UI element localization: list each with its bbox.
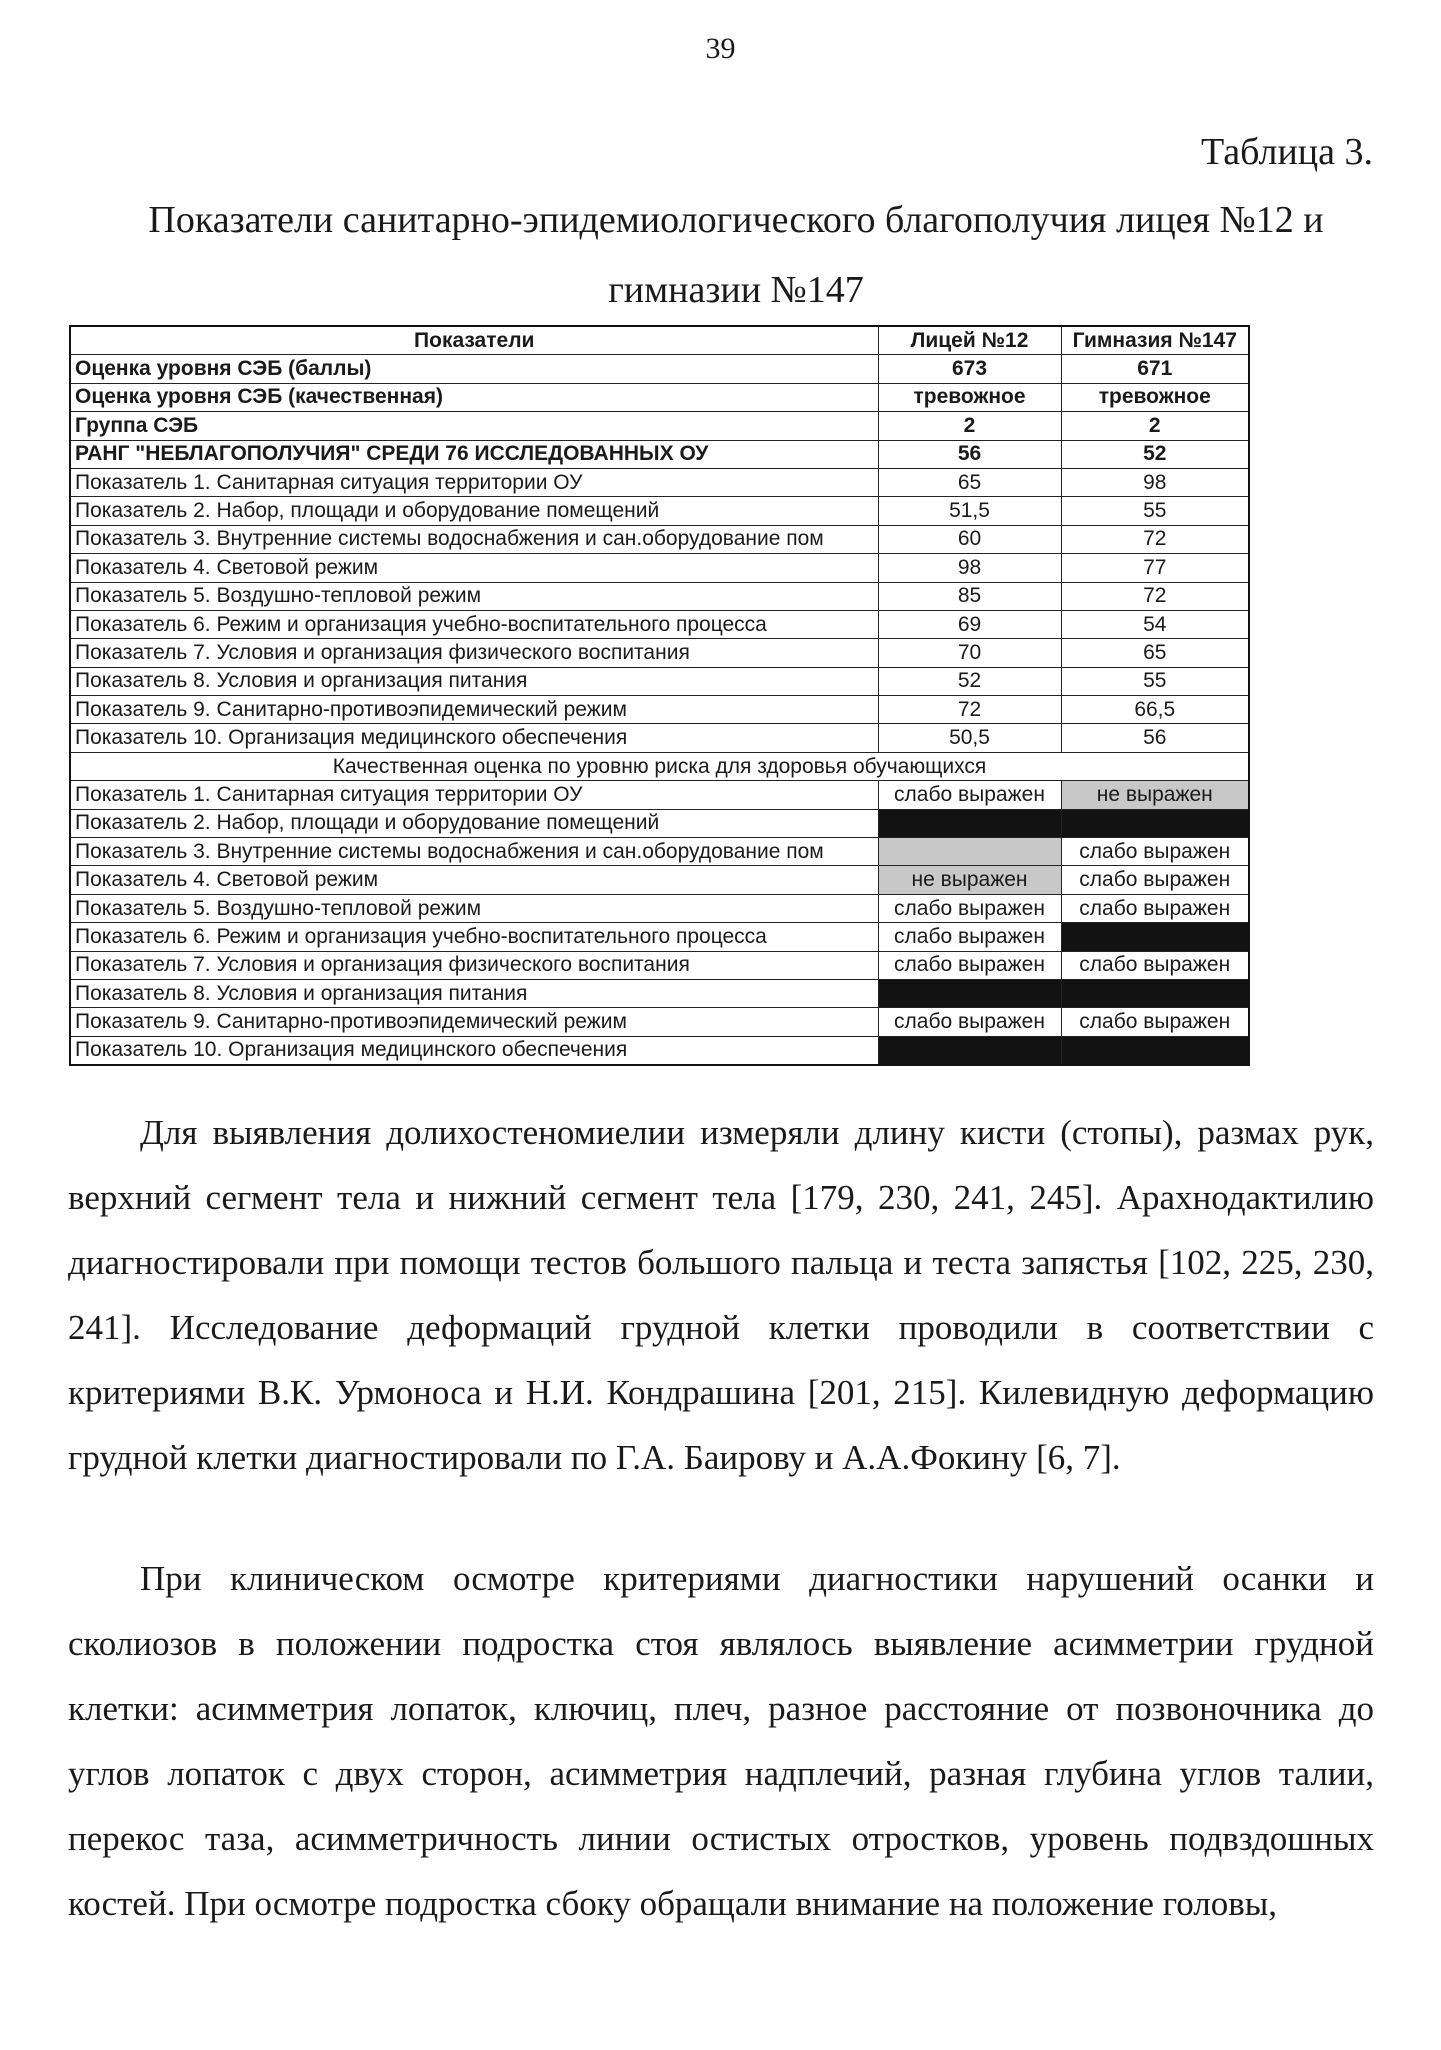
indicator-label: Показатель 4. Световой режим [70,866,878,894]
lyceum-value: 60 [878,525,1061,553]
indicator-label: Показатель 1. Санитарная ситуация территории ОУ [70,781,878,809]
gymnasium-value: 56 [1061,724,1249,752]
gymnasium-value: слабо выражен [1061,866,1249,894]
lyceum-value: не выражен [878,866,1061,894]
gymnasium-value: 55 [1061,497,1249,525]
gymnasium-value: 72 [1061,582,1249,610]
indicator-label: Показатель 10. Организация медицинского обеспечения [70,724,878,752]
indicator-label: Оценка уровня СЭБ (баллы) [70,355,878,383]
summary-row [70,383,1249,411]
gymnasium-value: 72 [1061,525,1249,553]
paragraph-2-text: При клиническом осмотре критериями диагностики нарушений осанки и сколиозов в положении подростка стоя являлось выявление асимметрии грудной клетки: асимметрия лопаток, ключиц, плеч, разное расстояние от позвоночника до углов лопаток с двух сторон, асимметрия надплечий, разная глубина углов талии, перекос таза, асимметричность линии остистых отростков, уровень подвздошных костей. При осмотре подростка сбоку обращали внимание на положение головы, [68,1559,1374,1923]
gymnasium-value: слабо выражен [1061,1008,1249,1036]
section-title-row [70,752,1249,780]
header-gymnasium: Гимназия №147 [1061,326,1249,355]
indicator-row [70,696,1249,724]
indicator-row [70,497,1249,525]
indicator-label: Показатель 9. Санитарно-противоэпидемический режим [70,1008,878,1036]
indicator-row [70,582,1249,610]
indicator-row [70,667,1249,695]
risk-row [70,809,1249,837]
gymnasium-value: тревожное [1061,383,1249,411]
lyceum-value: слабо выражен [878,923,1061,951]
lyceum-value: слабо выражен [878,894,1061,922]
paragraph-2 [68,1546,1374,1936]
indicator-label: Показатель 8. Условия и организация питания [70,979,878,1007]
header-lyceum: Лицей №12 [878,326,1061,355]
indicator-label: Показатель 9. Санитарно-противоэпидемический режим [70,696,878,724]
lyceum-value: 85 [878,582,1061,610]
lyceum-value: 52 [878,667,1061,695]
table-header-row [70,326,1249,355]
lyceum-value: 56 [878,440,1061,468]
lyceum-value: 2 [878,412,1061,440]
risk-rows [70,781,1249,1065]
gymnasium-value: 65 [1061,639,1249,667]
gymnasium-value [1061,809,1249,837]
summary-rows [70,355,1249,469]
page-number: 39 [705,32,736,65]
lyceum-value: тревожное [878,383,1061,411]
paragraph-1 [68,1100,1374,1490]
indicator-label: Показатель 7. Условия и организация физического воспитания [70,639,878,667]
lyceum-value [878,838,1061,866]
indicator-label: Показатель 6. Режим и организация учебно-воспитательного процесса [70,923,878,951]
paragraph-1-text: Для выявления долихостеномиелии измеряли длину кисти (стопы), размах рук, верхний сегмент тела и нижний сегмент тела [179, 230, 241, 245]. Арахнодактилию диагностировали при помощи тестов большого пальца и теста запястья [102, 225, 230, 241]. Исследование деформаций грудной клетки проводили в соответствии с критериями В.К. Урмоноса и Н.И. Кондрашина [201, 215]. Килевидную деформацию грудной клетки диагностировали по Г.А. Баирову и А.А.Фокину [6, 7]. [68,1113,1374,1477]
risk-row [70,1036,1249,1065]
indicator-label: Группа СЭБ [70,412,878,440]
risk-row [70,781,1249,809]
indicator-label: Показатель 4. Световой режим [70,554,878,582]
table-label: Таблица 3. [1200,131,1373,173]
risk-row [70,838,1249,866]
gymnasium-value: 2 [1061,412,1249,440]
indicator-label: РАНГ "НЕБЛАГОПОЛУЧИЯ" СРЕДИ 76 ИССЛЕДОВАННЫХ ОУ [70,440,878,468]
indicator-row [70,610,1249,638]
indicators-table [69,325,1250,1066]
section-title: Качественная оценка по уровню риска для здоровья обучающихся [70,752,1249,780]
section-title-rows [70,752,1249,780]
summary-row [70,355,1249,383]
risk-row [70,894,1249,922]
gymnasium-value: 55 [1061,667,1249,695]
risk-row [70,979,1249,1007]
summary-row [70,440,1249,468]
gymnasium-value: 98 [1061,468,1249,496]
lyceum-value: 69 [878,610,1061,638]
indicator-label: Показатель 5. Воздушно-тепловой режим [70,894,878,922]
gymnasium-value: слабо выражен [1061,838,1249,866]
gymnasium-value: слабо выражен [1061,951,1249,979]
lyceum-value: 673 [878,355,1061,383]
gymnasium-value [1061,1036,1249,1065]
risk-row [70,1008,1249,1036]
gymnasium-value: не выражен [1061,781,1249,809]
lyceum-value: 51,5 [878,497,1061,525]
indicator-row [70,525,1249,553]
risk-row [70,951,1249,979]
table-title: Показатели санитарно-эпидемиологического благополучия лицея №12 и гимназии №147 [148,199,1324,311]
lyceum-value: 72 [878,696,1061,724]
lyceum-value [878,1036,1061,1065]
gymnasium-value: 52 [1061,440,1249,468]
header-indicators: Показатели [70,326,878,355]
indicator-label: Показатель 3. Внутренние системы водоснабжения и сан.оборудование пом [70,525,878,553]
lyceum-value: слабо выражен [878,1008,1061,1036]
indicator-label: Показатель 8. Условия и организация питания [70,667,878,695]
lyceum-value: 65 [878,468,1061,496]
indicator-label: Показатель 10. Организация медицинского обеспечения [70,1036,878,1065]
indicator-label: Показатель 5. Воздушно-тепловой режим [70,582,878,610]
lyceum-value: 50,5 [878,724,1061,752]
indicator-label: Оценка уровня СЭБ (качественная) [70,383,878,411]
indicator-label: Показатель 7. Условия и организация физического воспитания [70,951,878,979]
lyceum-value: 98 [878,554,1061,582]
lyceum-value [878,979,1061,1007]
indicator-label: Показатель 1. Санитарная ситуация территории ОУ [70,468,878,496]
gymnasium-value: 66,5 [1061,696,1249,724]
indicator-label: Показатель 6. Режим и организация учебно-воспитательного процесса [70,610,878,638]
risk-row [70,866,1249,894]
gymnasium-value [1061,923,1249,951]
lyceum-value: 70 [878,639,1061,667]
lyceum-value: слабо выражен [878,951,1061,979]
gymnasium-value: 77 [1061,554,1249,582]
indicator-label: Показатель 2. Набор, площади и оборудование помещений [70,809,878,837]
indicator-label: Показатель 2. Набор, площади и оборудование помещений [70,497,878,525]
indicator-row [70,639,1249,667]
gymnasium-value: 671 [1061,355,1249,383]
indicator-row [70,468,1249,496]
gymnasium-value: 54 [1061,610,1249,638]
gymnasium-value [1061,979,1249,1007]
indicator-rows [70,468,1249,752]
indicator-row [70,554,1249,582]
risk-row [70,923,1249,951]
lyceum-value: слабо выражен [878,781,1061,809]
indicator-label: Показатель 3. Внутренние системы водоснабжения и сан.оборудование пом [70,838,878,866]
gymnasium-value: слабо выражен [1061,894,1249,922]
summary-row [70,412,1249,440]
indicator-row [70,724,1249,752]
lyceum-value [878,809,1061,837]
